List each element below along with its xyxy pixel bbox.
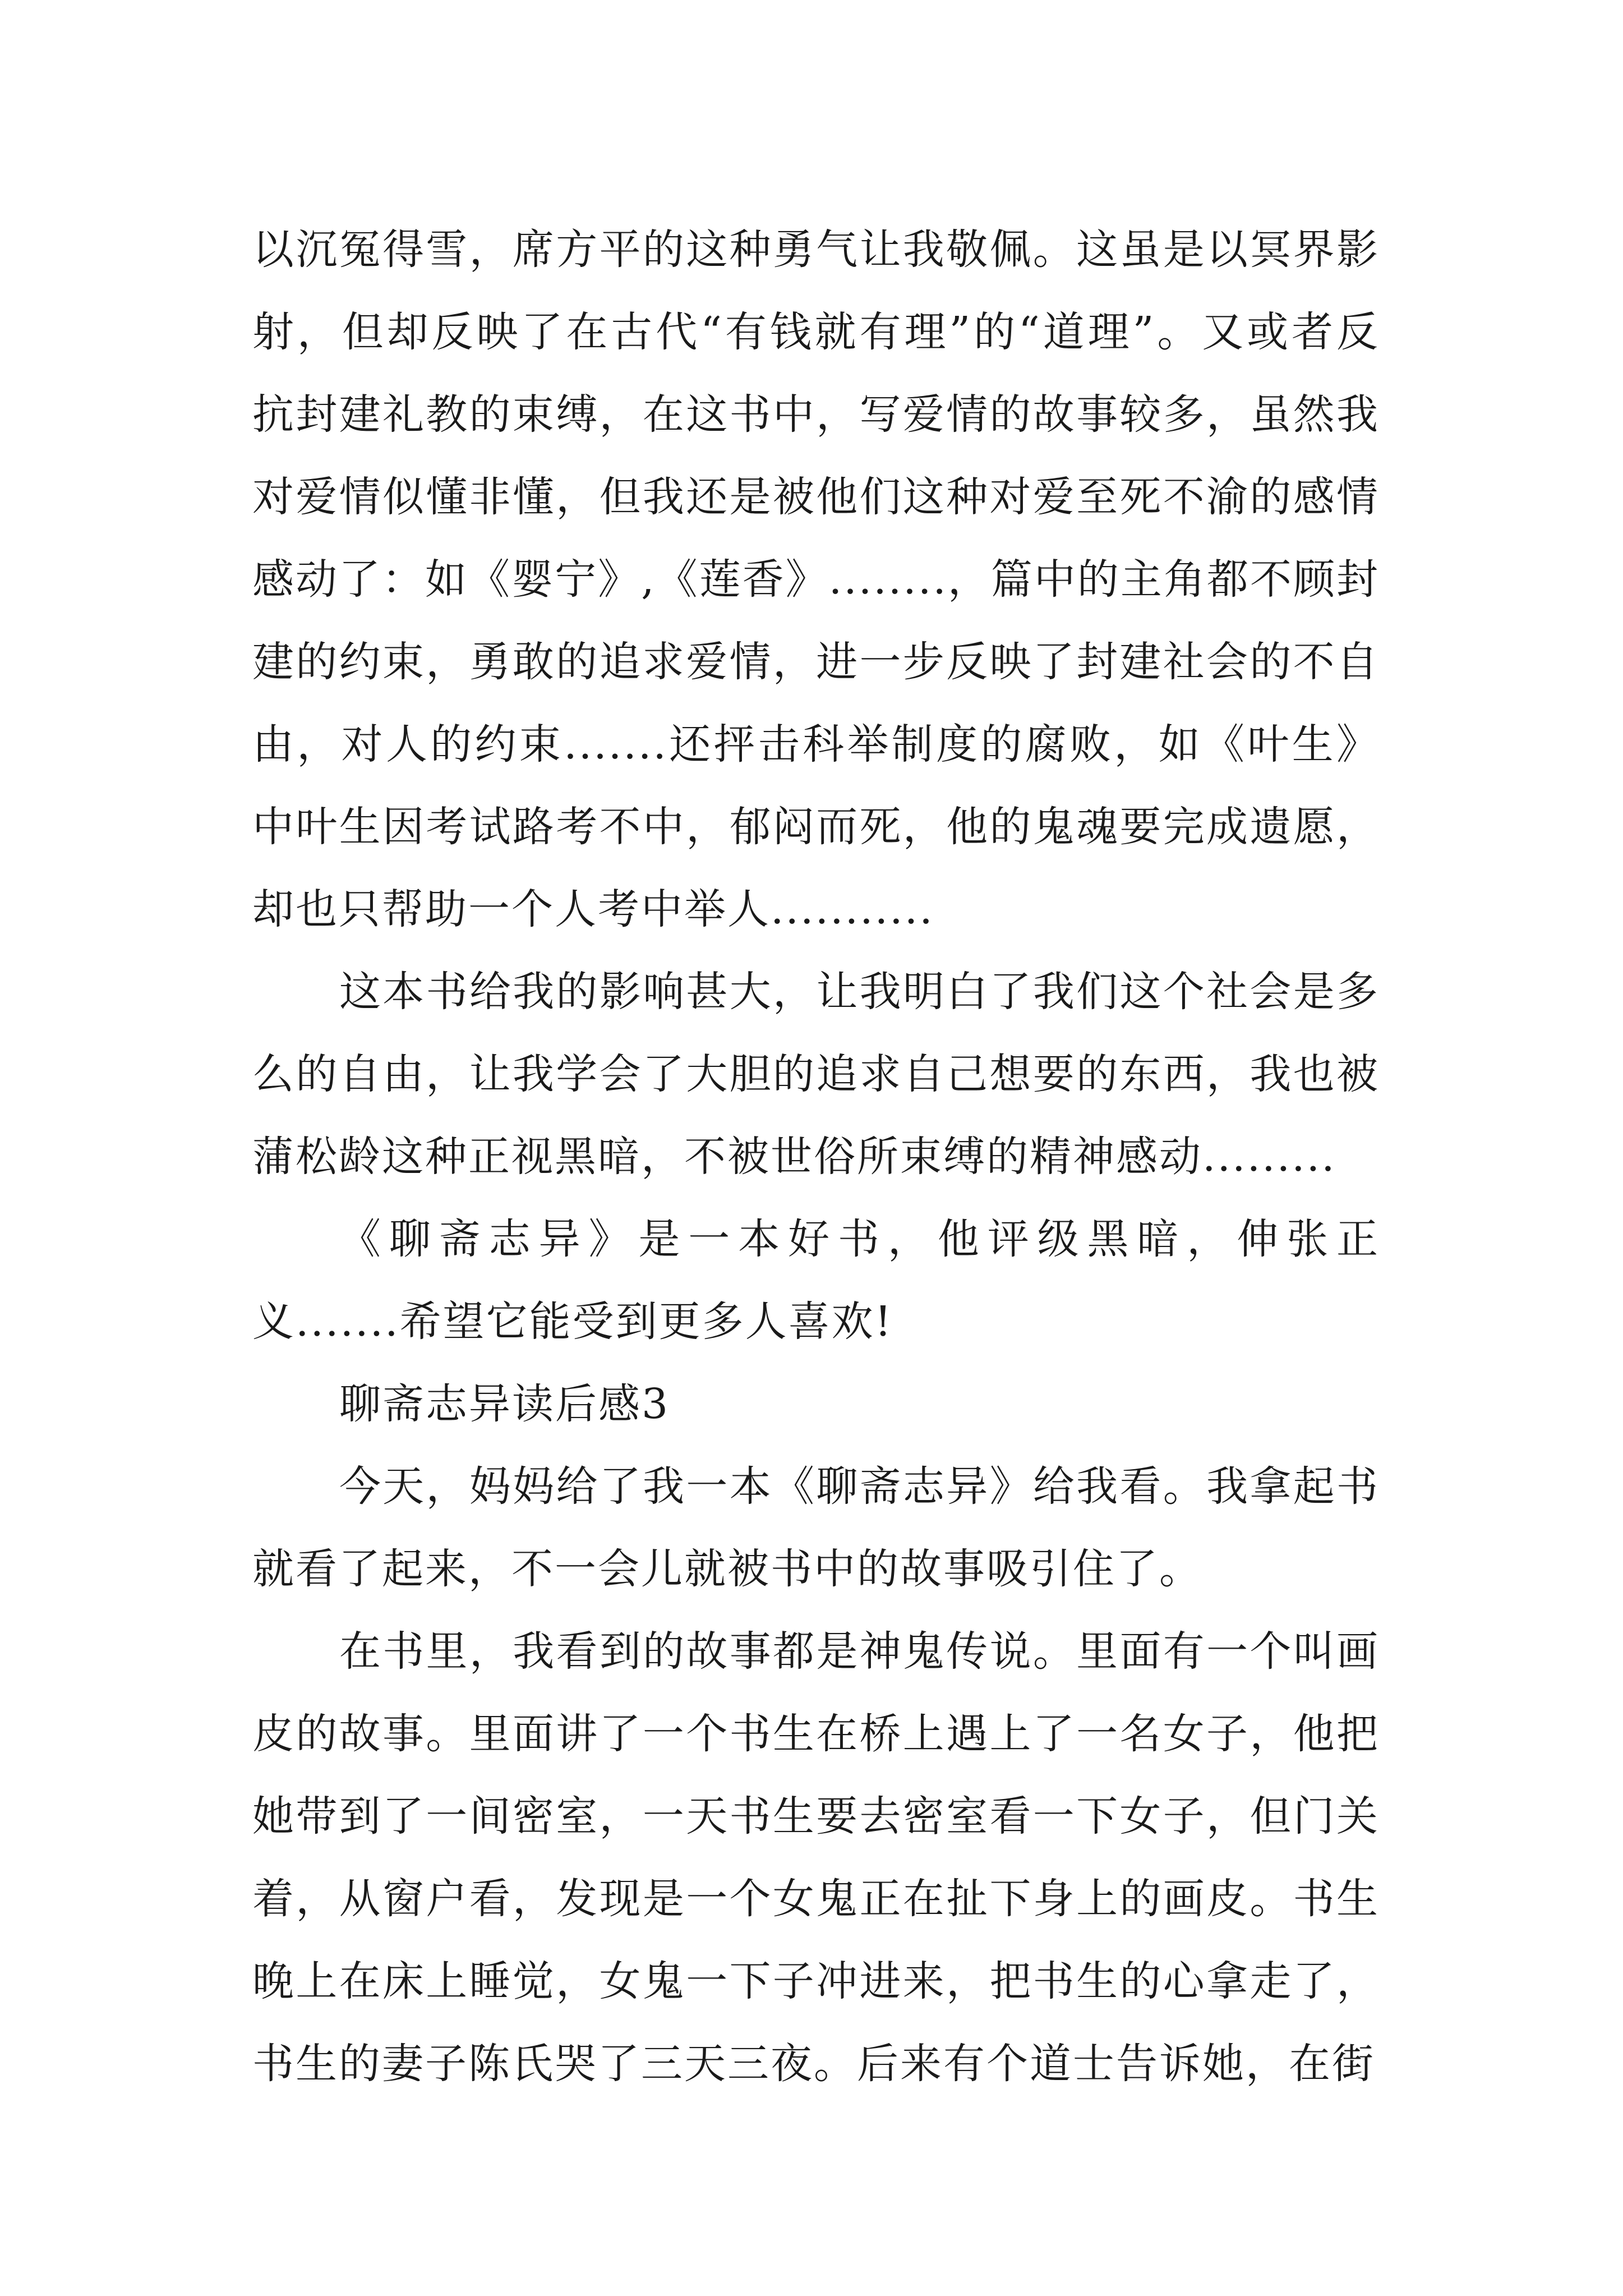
paragraph-painted-skin-story: 在书里，我看到的故事都是神鬼传说。里面有一个叫画皮的故事。里面讲了一个书生在桥上遇上了一名女子，他把她带到了一间密室，一天书生要去密室看一下女子，但门关着，从窗户看，发现是一个女鬼正在扯下身上的画皮。书生晚上在床上睡觉，女鬼一下子冲进来，把书生的心拿走了，书生的妻子陈氏哭了三天三夜。后来有个道士告诉她，在街 — [252, 1627, 1380, 2088]
paragraph-continued: 以沉冤得雪，席方平的这种勇气让我敬佩。这虽是以冥界影射，但却反映了在古代“有钱就有理”的“道理”。又或者反抗封建礼教的束缚，在这书中，写爱情的故事较多，虽然我对爱情似懂非懂，但我还是被他们这种对爱至死不渝的感情感动了：如《婴宁》,《莲香》........，篇中的主角都不顾封建的约束，勇敢的追求爱情，进一步反映了封建社会的不自由，对人的约束.......还抨击科举制度的腐败，如《叶生》中叶生因考试路考不中，郁闷而死，他的鬼魂要完成遗愿，却也只帮助一个人考中举人........... — [252, 226, 1380, 933]
paragraph-intro: 今天，妈妈给了我一本《聊斋志异》给我看。我拿起书就看了起来，不一会儿就被书中的故事吸引住了。 — [252, 1462, 1380, 1593]
paragraph-book-influence: 这本书给我的影响甚大，让我明白了我们这个社会是多么的自由，让我学会了大胆的追求自己想要的东西，我也被蒲松龄这种正视黑暗，不被世俗所束缚的精神感动......... — [252, 968, 1380, 1181]
section-heading: 聊斋志异读后感3 — [339, 1380, 670, 1428]
paragraph-conclusion: 《聊斋志异》是一本好书，他评级黑暗，伸张正义.......希望它能受到更多人喜欢! — [252, 1215, 1380, 1346]
document-body — [252, 209, 1380, 2105]
